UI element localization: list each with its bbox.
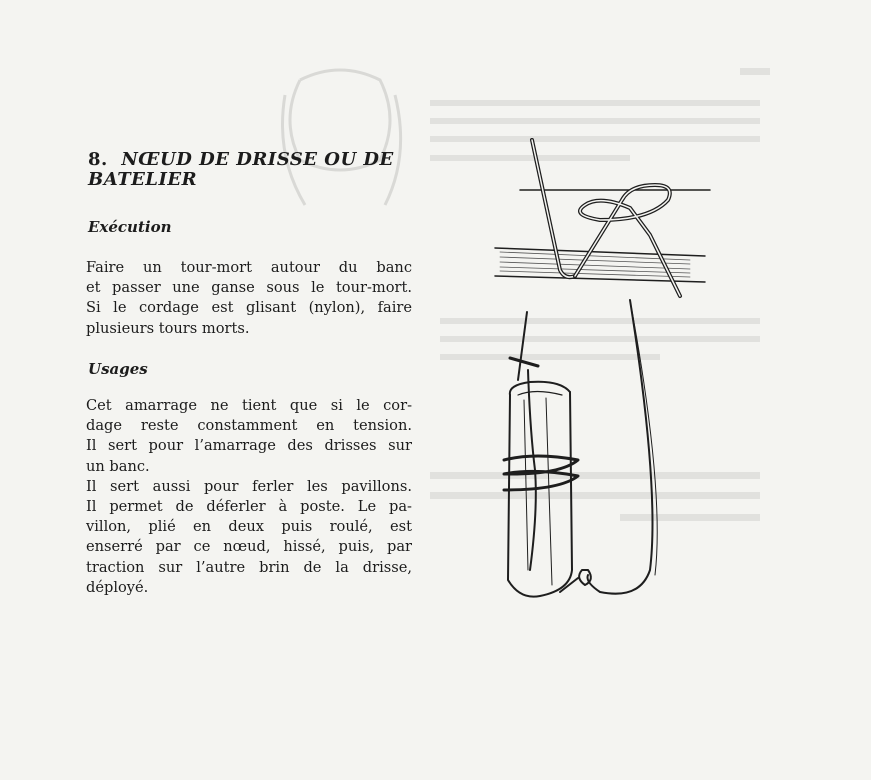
usages-line: dage reste constamment en tension. (86, 417, 412, 435)
section-title (88, 150, 418, 190)
furled-flag-drawing (504, 300, 657, 597)
usages-paragraph (86, 396, 412, 598)
execution-line: Faire un tour-mort autour du banc (86, 259, 412, 276)
execution-paragraph (86, 258, 412, 339)
usages-line: Il permet de déferler à poste. Le pa- (86, 498, 412, 516)
usages-line: Il sert pour l’amarrage des drisses sur (86, 437, 412, 455)
usages-line: villon, plié en deux puis roulé, est (86, 518, 412, 536)
usages-line: Il sert aussi pour ferler les pavillons. (86, 477, 412, 495)
execution-line: et passer une ganse sous le tour-mort. (86, 279, 412, 297)
section-number: 8. (88, 149, 108, 170)
usages-heading: Usages (88, 360, 148, 378)
usages-line: Cet amarrage ne tient que si le cor- (86, 397, 412, 414)
execution-line: Si le cordage est glisant (nylon), faire (86, 299, 412, 317)
usages-line: déployé. (86, 578, 149, 596)
thwart-knot-drawing (495, 140, 710, 296)
usages-line: traction sur l’autre brin de la drisse, (86, 558, 412, 576)
section-title-line2: BATELIER (88, 169, 198, 190)
execution-heading: Exécution (88, 218, 172, 236)
knot-illustration (490, 130, 730, 610)
section-title-line1: NŒUD DE DRISSE OU DE (121, 149, 394, 170)
usages-line: enserré par ce nœud, hissé, puis, par (86, 538, 412, 556)
execution-line: plusieurs tours morts. (86, 319, 250, 337)
usages-line: un banc. (86, 457, 150, 475)
